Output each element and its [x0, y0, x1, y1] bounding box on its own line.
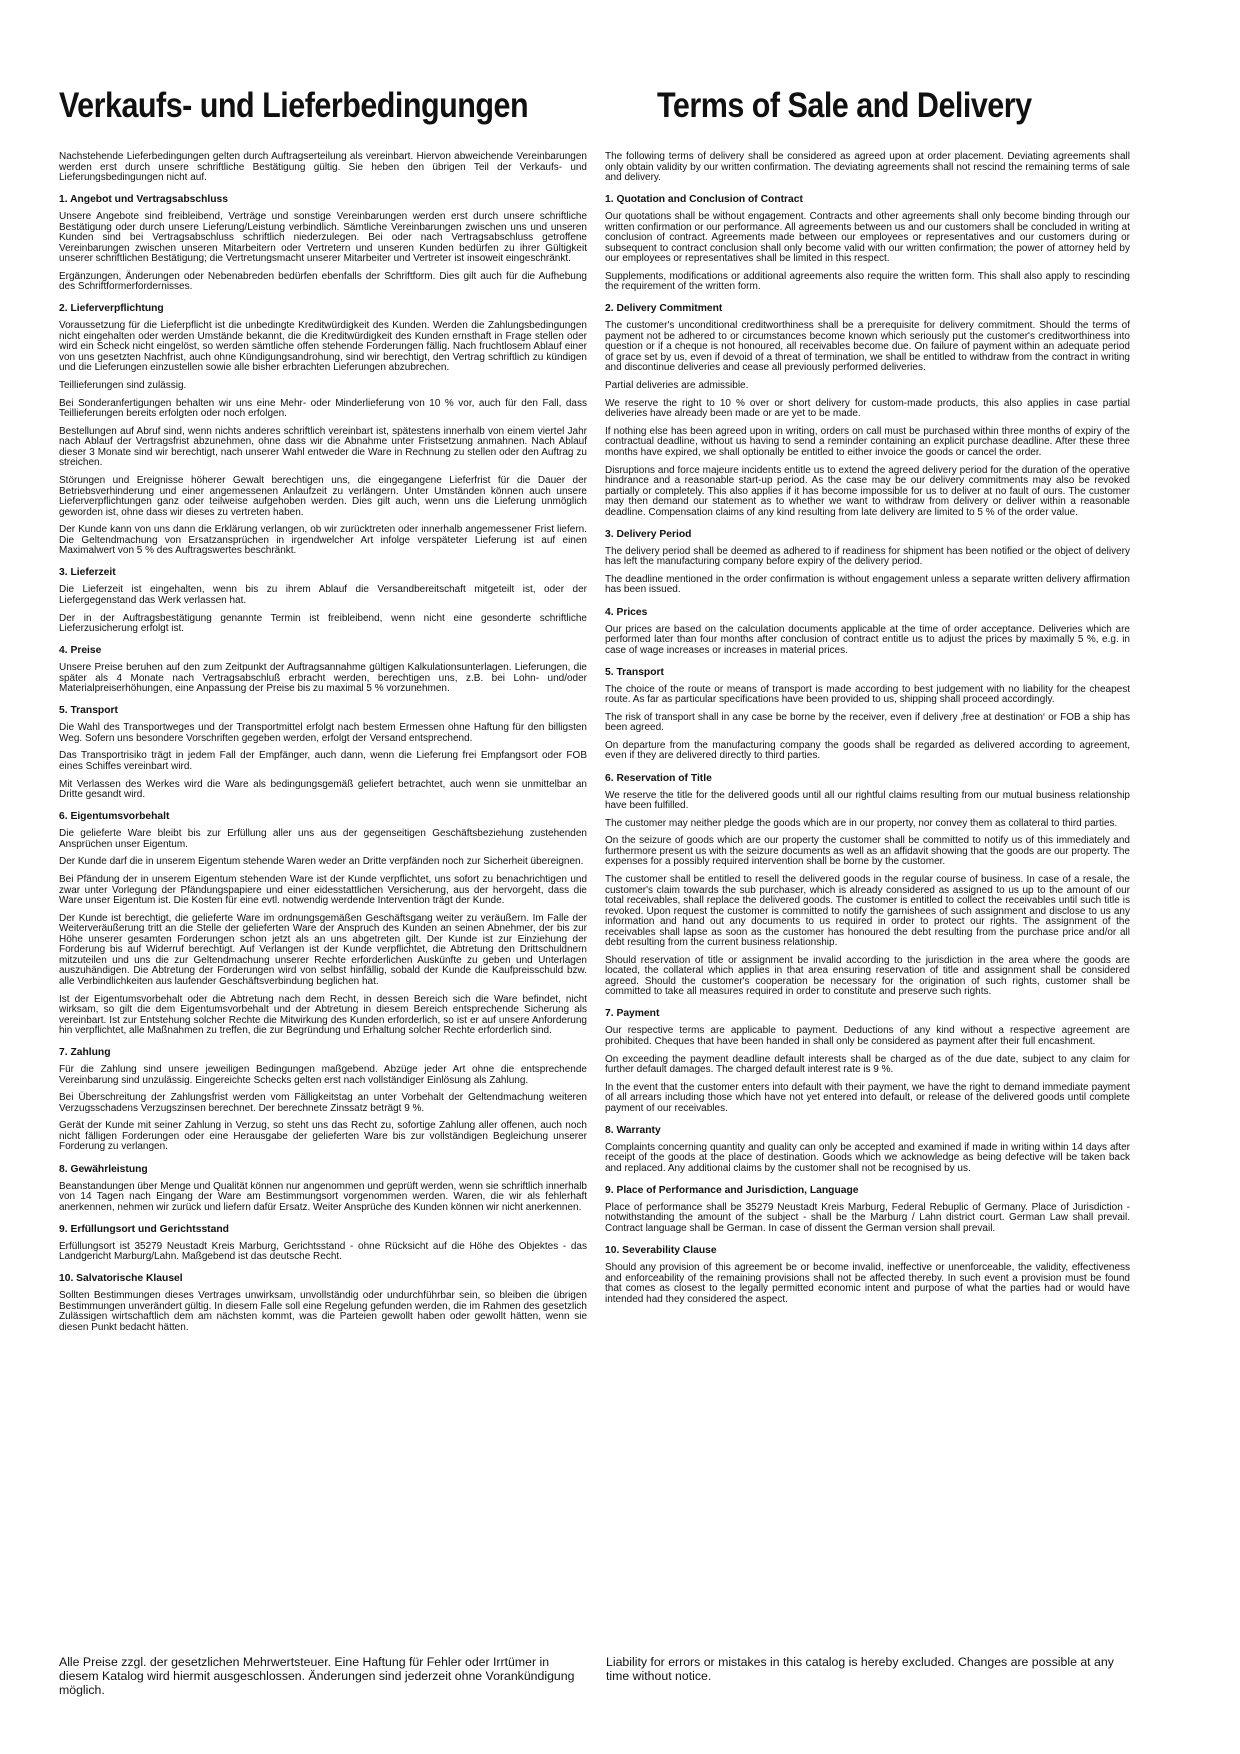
section-paragraph: The customer may neither pledge the goods which are in our property, nor convey them as collateral to third parties. — [605, 817, 1118, 829]
section-paragraph: The deadline mentioned in the order confirmation is without engagement unless a separate written delivery affirmation has been issued. — [605, 573, 1130, 596]
section-paragraph: We reserve the title for the delivered goods until all our rightful claims resulting from our mutual business relationship have been fulfilled. — [605, 789, 1130, 812]
section-paragraph: Our quotations shall be without engagement. Contracts and other agreements shall only become binding through our written confirmation or our performance. All agreements between us and our customers shall be concluded in writing at conclusion of contract. Agreements made between our employees or representatives and our customers during or subsequent to contract conclusion shall only become valid with our written confirmation; the power of attorney held by our employees or representatives shall be limited in this respect. — [605, 211, 1130, 265]
section-heading: 5. Transport — [605, 666, 664, 678]
section-paragraph: On departure from the manufacturing company the goods shall be regarded as delivered according to agreement, even if they are delivered directly to third parties. — [605, 739, 1130, 762]
section-heading: 8. Warranty — [605, 1124, 661, 1136]
section-paragraph: The customer's unconditional creditworthiness shall be a prerequisite for delivery commitment. Should the terms of payment not be adhered to or circumstances become known which seriously put the customer's creditworthiness into question or if a cheque is not honoured, all receivables become due. On failure of payment within an adequate period of grace set by us, even if devoid of a threat of termination, we shall be entitled to withdraw from the contract in writing and discontinue deliveries and cease all previously performed deliveries. — [605, 320, 1130, 374]
section-paragraph: The delivery period shall be deemed as adhered to if readiness for shipment has been notified or the object of delivery has left the manufacturing company before expiry of the delivery period. — [605, 545, 1130, 568]
section-heading: 1. Quotation and Conclusion of Contract — [605, 194, 803, 206]
section-paragraph: The choice of the route or means of transport is made according to best judgement with no liability for the cheapest route. As far as particular specifications have been provided to us, shipping shall proceed accordingly. — [605, 683, 1130, 706]
section-paragraph: Beanstandungen über Menge und Qualität können nur angenommen und geprüft werden, wenn sie schriftlich innerhalb von 14 Tagen nach Eingang der Ware am Bestimmungsort vorgenommen werden. Waren, die wir als fehlerhaft anerkennen, nehmen wir zurück und liefern dafür Ersatz. Weiter Ansprüche des Kunden können wir nicht anerkennen. — [59, 1180, 587, 1213]
section-paragraph: Disruptions and force majeure incidents entitle us to extend the agreed delivery period for the duration of the operative hindrance and a reasonable start-up period. As the case may be our delivery commitments may also be revoked partially or completely. This also applies if it has become impossible for us to deliver at no fault of ours. The customer may then demand our statement as to whether we want to withdraw from delivery or deliver within a reasonable deadline. Compensation claims of any kind resulting from late delivery are limited to 5 % of the order value. — [605, 464, 1130, 518]
section-paragraph: Der in der Auftragsbestätigung genannte Termin ist freibleibend, wenn nicht eine gesonderte schriftliche Lieferzusicherung erfolgt ist. — [59, 612, 587, 635]
section-paragraph: Das Transportrisiko trägt in jedem Fall der Empfänger, auch dann, wenn die Lieferung frei Empfangsort oder FOB eines Schiffes vereinbart wird. — [59, 750, 587, 772]
section-heading: 8. Gewährleistung — [59, 1163, 148, 1175]
section-heading: 9. Place of Performance and Jurisdiction, Language — [605, 1184, 859, 1196]
english-body — [605, 152, 1130, 1305]
section-heading: 3. Delivery Period — [605, 528, 692, 540]
section-paragraph: Unsere Angebote sind freibleibend, Verträge und sonstige Vereinbarungen werden erst durch unsere schriftliche Bestätigung oder durch unsere Lieferung/Leistung verbindlich. Sämtliche Vereinbarungen zwischen uns und unseren Kunden sind bei Vertragsabschluss schriftlich niederzulegen. Bei oder nach Vertragsabschluss getroffene Vereinbarungen zwischen unseren Mitarbeitern oder Vertretern und unseren Kunden bedürfen zu ihrer Gültigkeit unserer schriftlichen Bestätigung; die Vertretungsmacht unserer Mitarbeiter und Vertreter ist insoweit eingeschränkt. — [59, 211, 587, 265]
english-column — [605, 82, 1130, 1312]
section-paragraph: Sollten Bestimmungen dieses Vertrages unwirksam, unvollständig oder undurchführbar sein, so bleiben die übrigen Bestimmungen unverändert gültig. In diesem Falle soll eine Regelung gefunden werden, die im Rahmen des gesetzlich Zulässigen wirtschaftlich dem am nächsten kommt, was die Parteien gewollt haben oder gewollt hätten, wenn sie diesen Punkt bedacht hätten. — [59, 1290, 587, 1333]
section-paragraph: Bei Überschreitung der Zahlungsfrist werden vom Fälligkeitstag an unter Vorbehalt der Geltendmachung weiteren Verzugsschadens Verzugszinsen berechnet. Der berechnete Zinssatz beträgt 9 %. — [59, 1092, 587, 1114]
section-paragraph: Die Lieferzeit ist eingehalten, wenn bis zu ihrem Ablauf die Versandbereitschaft mitgeteilt ist, oder der Liefergegenstand das Werk verlassen hat. — [59, 584, 587, 606]
section-heading: 10. Salvatorische Klausel — [59, 1273, 183, 1285]
section-paragraph: Gerät der Kunde mit seiner Zahlung in Verzug, so steht uns das Recht zu, sofortige Zahlung aller offenen, auch noch nicht fälligen Forderungen oder eine Herausgabe der gelieferten Ware bis zur vollständigen Begleichung unserer Forderung zu verlangen. — [59, 1120, 587, 1153]
english-sections — [605, 194, 1130, 1305]
section-paragraph: Erfüllungsort ist 35279 Neustadt Kreis Marburg, Gerichtsstand - ohne Rücksicht auf die Höhe des Objektes - das Landgericht Marburg/Lahn. Maßgebend ist das deutsche Recht. — [59, 1240, 587, 1263]
english-intro: The following terms of delivery shall be considered as agreed upon at order placement. Deviating agreements shall only obtain validity by our written confirmation. The deviating agreements shall not rescind the remaining terms of sale and delivery. — [605, 151, 1130, 183]
section-paragraph: Ergänzungen, Änderungen oder Nebenabreden bedürfen ebenfalls der Schriftform. Dies gilt auch für die Aufhebung des Schriftformerfordernisses. — [59, 270, 587, 293]
section-paragraph: Partial deliveries are admissible. — [605, 380, 749, 392]
section-paragraph: On the seizure of goods which are our property the customer shall be committed to notify us of this immediately and furthermore present us with the seizure documents as well as an affidavit showing that the goods are our property. The expenses for a possibly required intervention shall be borne by the customer. — [605, 835, 1130, 868]
section-paragraph: Our respective terms are applicable to payment. Deductions of any kind without a respective agreement are prohibited. Cheques that have been handed in shall only be considered as payment after their full encashment. — [605, 1025, 1130, 1047]
section-paragraph: Should any provision of this agreement be or become invalid, ineffective or unenforceable, the validity, effectiveness and enforceability of the remaining provisions shall not be affected thereby. In such event a provision must be found that comes as closest to the legally permitted economic intent and purpose of what the parties had or would have intended had they considered the aspect. — [605, 1262, 1130, 1305]
german-intro: Nachstehende Lieferbedingungen gelten durch Auftragserteilung als vereinbart. Hiervon abweichende Vereinbarungen werden erst durch unsere schriftliche Bestätigung gültig. Sie heben den übrigen Teil der Verkaufs- und Lieferungsbedingungen nicht auf. — [59, 151, 587, 183]
section-paragraph: Our prices are based on the calculation documents applicable at the time of order acceptance. Deliveries which are performed later than four months after conclusion of contract entitle us to adjust the prices by maximally 5 %, e.g. in case of wage increases or increases in material prices. — [605, 623, 1130, 656]
section-paragraph: Unsere Preise beruhen auf den zum Zeitpunkt der Auftragsannahme gültigen Kalkulationsunterlagen. Lieferungen, die später als 4 Monate nach Vertragsabschluß erbracht werden, berechtigen uns, z.B. bei Lohn- und/oder Materialpreiserhöhungen, eine Anpassung der Preise bis zu maximal 5 % vorzunehmen. — [59, 662, 587, 695]
german-column — [59, 82, 587, 1340]
section-paragraph: Should reservation of title or assignment be invalid according to the jurisdiction in the area where the goods are located, the collateral which applies in that area ensuring reservation of title and assignment shall be considered agreed. Should the customer's cooperation be necessary for the origination of such rights, customer shall be committed to take all measures required in order to constitute and preserve such rights. — [605, 954, 1130, 998]
section-paragraph: On exceeding the payment deadline default interests shall be charged as of the due date, subject to any claim for further default damages. The charged default interest rate is 9 %. — [605, 1053, 1130, 1076]
section-paragraph: Der Kunde ist berechtigt, die gelieferte Ware im ordnungsgemäßen Geschäftsgang weiter zu veräußern. Im Falle der Weiterveräußerung tritt an die Stelle der gelieferten Ware der Anspruch des Kunden an seinen Abnehmer, der bis zur Höhe unserer gesamten Forderungen schon jetzt als an uns abgetreten gilt. Der Kunde ist zur Einziehung der Forderung bis auf Widerruf berechtigt. Auf Verlangen ist der Kunde verpflichtet, die Abtretung den Drittschuldnern mitzuteilen und uns die zur Geltendmachung unserer Rechte erforderlichen Auskünfte zu geben und Unterlagen auszuhändigen. Die Abtretung der Forderungen wird von selbst hinfällig, sobald der Kunde die Kaufpreisschuld bzw. alle Verbindlichkeiten aus laufender Geschäftsverbindung beglichen hat. — [59, 912, 587, 987]
section-paragraph: Supplements, modifications or additional agreements also require the written form. This shall also apply to rescinding the requirement of the written form. — [605, 270, 1130, 293]
section-heading: 2. Delivery Commitment — [605, 303, 723, 315]
section-heading: 6. Reservation of Title — [605, 772, 712, 784]
section-paragraph: Der Kunde kann von uns dann die Erklärung verlangen, ob wir zurücktreten oder innerhalb angemessener Frist liefern. Die Geltendmachung von Ersatzansprüchen in irgendwelcher Art infolge verspäteter Lieferung ist auf einen Maximalwert von 5 % des Auftragswertes beschränkt. — [59, 524, 587, 557]
german-sections — [59, 194, 587, 1333]
german-footer-note: Alle Preise zzgl. der gesetzlichen Mehrwertsteuer. Eine Haftung für Fehler oder Irrtümer in diesem Katalog wird hiermit ausgeschlossen. Änderungen sind jederzeit ohne Vorankündigung möglich. — [59, 1655, 575, 1697]
section-paragraph: Voraussetzung für die Lieferpflicht ist die unbedingte Kreditwürdigkeit des Kunden. Werden die Zahlungsbedingungen nicht eingehalten oder werden Umstände bekannt, die die Kreditwürdigkeit des Kunden ernsthaft in Frage stellen oder wird ein Scheck nicht eingelöst, so werden sämtliche offen stehende Forderungen fällig. Nach fruchtlosem Ablauf einer von uns gesetzten Nachfrist, auch ohne Kündigungsandrohung, sind wir berechtigt, den Vertrag schriftlich zu kündigen und die Lieferungen einzustellen sowie alle bisher erbrachten Lieferungen abzubrechen. — [59, 320, 587, 374]
section-paragraph: Für die Zahlung sind unsere jeweiligen Bedingungen maßgebend. Abzüge jeder Art ohne die entsprechende Vereinbarung sind unzulässig. Eingereichte Schecks gelten erst nach vollständiger Einlösung als Zahlung. — [59, 1064, 587, 1086]
section-heading: 1. Angebot und Vertragsabschluss — [59, 194, 228, 206]
section-paragraph: Mit Verlassen des Werkes wird die Ware als bedingungsgemäß geliefert betrachtet, auch wenn sie unmittelbar an Dritte gesandt wird. — [59, 778, 587, 801]
section-paragraph: Bestellungen auf Abruf sind, wenn nichts anderes schriftlich vereinbart ist, spätestens innerhalb von einem viertel Jahr nach Ablauf der Vertragsfrist abzunehmen, ohne dass wir die Abnahme unter Fristsetzung anmahnen. Nach Ablauf dieser 3 Monate sind wir berechtigt, nach unserer Wahl entweder die Ware in Rechnung zu stellen oder den Auftrag zu streichen. — [59, 425, 587, 469]
section-heading: 6. Eigentumsvorbehalt — [59, 811, 170, 823]
section-paragraph: Ist der Eigentumsvorbehalt oder die Abtretung nach dem Recht, in dessen Bereich sich die Ware befindet, nicht wirksam, so gilt die dem Eigentumsvorbehalt und der Abtretung in diesem Bereich entsprechende Sicherung als vereinbart. Ist zur Entstehung solcher Rechte die Mitwirkung des Kunden erforderlich, so ist er auf unsere Anforderung hin verpflichtet, alle Maßnahmen zu treffen, die zur Begründung und Erhaltung solcher Rechte erforderlich sind. — [59, 993, 587, 1036]
section-paragraph: Bei Sonderanfertigungen behalten wir uns eine Mehr- oder Minderlieferung von 10 % vor, auch für den Fall, dass Teillieferungen bereits erfolgten oder noch erfolgen. — [59, 397, 587, 420]
english-title: Terms of Sale and Delivery — [657, 85, 1032, 125]
german-body — [59, 152, 587, 1333]
section-paragraph: In the event that the customer enters into default with their payment, we have the right to demand immediate payment of all arrears including those which have not yet entered into default, or release of the delivered goods until complete payment of our receivables. — [605, 1081, 1130, 1114]
section-paragraph: Störungen und Ereignisse höherer Gewalt berechtigen uns, die eingegangene Lieferfrist für die Dauer der Betriebsverhinderung und einer angemessenen Anlaufzeit zu verlängern. Unter Umständen können auch unsere Lieferverpflichtungen ganz oder teilweise aufgehoben werden. Dies gilt auch, wenn uns die Lieferung unmöglich geworden ist, ohne dass wir dieses zu vertreten haben. — [59, 475, 587, 518]
section-heading: 9. Erfüllungsort und Gerichtsstand — [59, 1223, 229, 1235]
section-paragraph: Complaints concerning quantity and quality can only be accepted and examined if made in writing within 14 days after receipt of the goods at the place of destination. Goods which we acknowledge as being defective will be taken back and replaced. Any additional claims by the customer shall not be recognised by us. — [605, 1141, 1130, 1174]
section-paragraph: Teillieferungen sind zulässig. — [59, 380, 187, 392]
section-heading: 2. Lieferverpflichtung — [59, 303, 164, 315]
section-paragraph: If nothing else has been agreed upon in writing, orders on call must be purchased within three months of expiry of the contractual deadline, without us having to send a reminder containing an explicit purchase deadline. After these three months have expired, we shall optionally be entitled to either invoice the goods or cancel the order. — [605, 425, 1130, 458]
section-heading: 7. Zahlung — [59, 1047, 111, 1059]
section-paragraph: The risk of transport shall in any case be borne by the receiver, even if delivery ‚free at destination‘ or FOB a ship has been agreed. — [605, 711, 1130, 734]
section-paragraph: Die gelieferte Ware bleibt bis zur Erfüllung aller uns aus der gegenseitigen Geschäftsbeziehung zustehenden Ansprüchen unser Eigentum. — [59, 828, 587, 850]
german-title: Verkaufs- und Lieferbedingungen — [59, 85, 529, 125]
english-footer-note: Liability for errors or mistakes in this catalog is hereby excluded. Changes are possible at any time without notice. — [606, 1655, 1114, 1683]
section-heading: 7. Payment — [605, 1008, 660, 1020]
section-paragraph: Der Kunde darf die in unserem Eigentum stehende Waren weder an Dritte verpfänden noch zur Sicherheit übereignen. — [59, 856, 584, 868]
section-paragraph: Die Wahl des Transportweges und der Transportmittel erfolgt nach bestem Ermessen ohne Haftung für den billigsten Weg. Sofern uns besondere Vorschriften gegeben werden, erfolgt der Versand entsprechend. — [59, 722, 587, 744]
section-heading: 4. Preise — [59, 645, 102, 657]
section-paragraph: Bei Pfändung der in unserem Eigentum stehenden Ware ist der Kunde verpflichtet, uns sofort zu benachrichtigen und zwar unter Vorlegung der Pfändungspapiere und einer eidesstattlichen Versicherung, aus der hervorgeht, dass die Ware unser Eigentum ist. Die Kosten für eine evtl. notwendig werdende Intervention trägt der Kunde. — [59, 874, 587, 907]
section-paragraph: We reserve the right to 10 % over or short delivery for custom-made products, this also applies in case partial deliveries have already been made or are yet to be made. — [605, 397, 1130, 420]
section-paragraph: The customer shall be entitled to resell the delivered goods in the regular course of business. In case of a resale, the customer's claim towards the sub purchaser, which is already considered as assigned to us up to the amount of our total receivables, shall replace the delivered goods. The customer is entitled to collect the receivables until such title is revoked. Upon request the customer is committed to notify the garnishees of such assignment and disclose to us any information and hand out any documents to us required in order to protect our rights. The assignment of the receivables shall lapse as soon as the customer has honoured the debt resulting from the purchase price and/or all debt resulting from the current business relationship. — [605, 874, 1130, 949]
section-heading: 4. Prices — [605, 606, 648, 618]
section-paragraph: Place of performance shall be 35279 Neustadt Kreis Marburg, Federal Rebuplic of Germany. Place of Jurisdiction - notwithstanding the amount of the subject - shall be the Marburg / Lahn district court. German Law shall prevail. Contract language shall be German. In case of dissent the German version shall prevail. — [605, 1201, 1130, 1234]
section-heading: 5. Transport — [59, 705, 118, 717]
section-heading: 10. Severability Clause — [605, 1245, 717, 1257]
section-heading: 3. Lieferzeit — [59, 567, 116, 579]
